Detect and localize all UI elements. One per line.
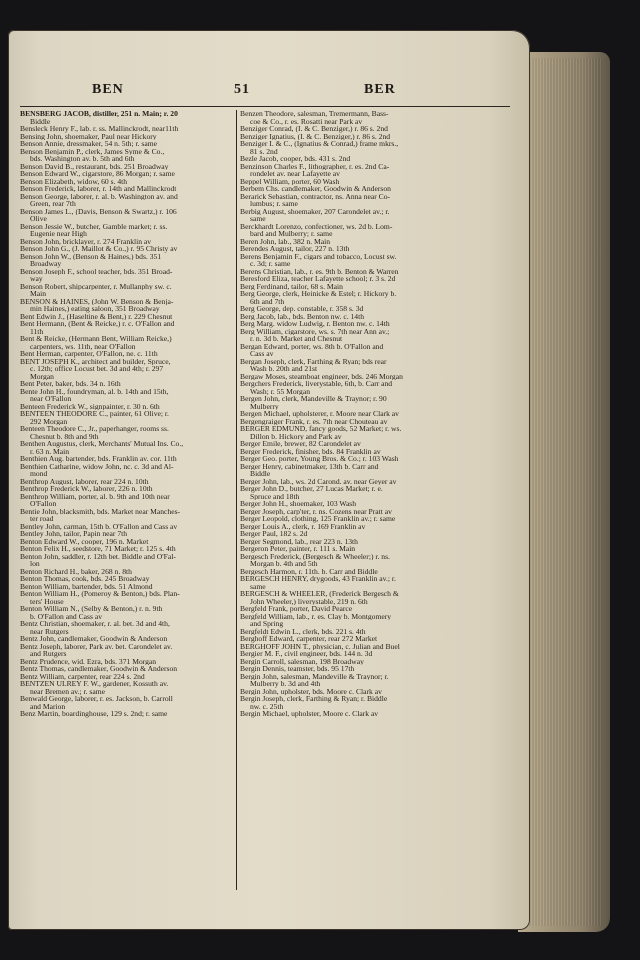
directory-entry: nw. c. 25th [250,702,284,710]
directory-entry: near O'Fallon [30,395,72,403]
directory-entry: mond [30,470,48,478]
directory-entry: ters' House [30,597,64,605]
directory-entry: BENTZEN ULREY F. W., gardener, Kossuth av. [20,680,169,688]
directory-entry: near Rutgers [30,627,69,635]
directory-entry: Berg George, clerk, Heinicke & Estel; r. Hickory b. [240,290,397,298]
directory-entry: Benson John, bricklayer, r. 274 Franklin av [20,237,152,245]
directory-entry: Bergin Dennis, teamster, bds. 95 17th [240,665,355,673]
directory-entry: Bergin Carroll, salesman, 198 Broadway [240,657,364,665]
directory-entry: Benzen Theodore, salesman, Tremermann, Bass- [240,110,389,118]
directory-entry: BENT JOSEPH K., architect and builder, Spruce, [20,357,171,365]
directory-entry: 11th [30,327,44,335]
directory-entry: r. n. 3d b. Market and Chesnut [250,335,343,343]
directory-entry: Bentz Christian, shoemaker, r. al. bet. 3d and 4th, [20,620,170,628]
directory-entry: Berbig August, shoemaker, 207 Carondelet av.; r. [240,207,390,215]
directory-entry: Benthien Catharine, widow John, nc. c. 3d and Al- [20,462,174,470]
directory-entry: Benson John G., (J. Maillot & Co.,) r. 95 Christy av [20,245,178,253]
directory-entry: lumbus; r. same [250,200,298,208]
directory-entry: Bergesch Frederick, (Bergesch & Wheeler;) r. ns. [240,552,390,560]
directory-entry: Benson Elizabeth, widow, 60 s. 4th [20,177,128,185]
directory-entry: BERGESCH HENRY, drygoods, 43 Franklin av.; r. [240,575,396,583]
directory-entry: Bergen John, clerk, Mandeville & Traynor; r. 90 [240,395,387,403]
directory-entry: near Bremen av.; r. same [30,687,105,695]
directory-entry: Benthrop William, porter, al. b. 9th and 10th near [20,492,170,500]
directory-entry: and Rutgers [30,650,67,658]
directory-entry: Benz Martin, boardinghouse, 129 s. 2nd; r. same [20,710,168,718]
directory-entry: BERGER EDMUND, fancy goods, 52 Market; r. ws. [240,425,402,433]
directory-entry: way [30,275,43,283]
directory-entry: Mulberry b. 3d and 4th [250,680,321,688]
directory-entry: Benzinson Charles F., lithographer, r. es. 2nd Ca- [240,162,390,170]
directory-entry: Bezle Jacob, cooper, bds. 431 s. 2nd [240,155,351,163]
directory-entry: Benson David B., restaurant, bds. 251 Broadway [20,162,169,170]
directory-page [8,30,530,930]
directory-entry: Benson Edward W., cigarstore, 86 Morgan; r. same [20,170,175,178]
directory-entry: Bergengraiger Frank, r. es. 7th near Chouteau av [240,417,388,425]
directory-entry: 6th and 7th [250,297,285,305]
directory-entry: Berger Joseph, carp'ter, r. ns. Cozens near Pratt av [240,507,392,515]
directory-entry: Benton John, saddler, r. 12th bet. Biddle and O'Fal- [20,552,176,560]
directory-entry: Berens Christian, lab., r. es. 9th b. Benton & Warren [240,267,399,275]
directory-entry: Bente John H., foundryman, al. b. 14th and 15th, [20,387,169,395]
directory-entry: Benson Frederick, laborer, r. 14th and Mallinckrodt [20,185,177,193]
directory-entry: Berg George, dep. constable, r. 358 s. 3d [240,305,364,313]
directory-entry: 292 Morgan [30,417,68,425]
directory-entry: Mulberry [250,402,279,410]
directory-entry: Bent Herman, carpenter, O'Fallon, ne. c. 11th [20,350,158,358]
directory-entry: Bergchers Frederick, liverystable, 6th, b. Carr and [240,380,393,388]
directory-entry: ter road [30,515,54,523]
directory-entry: Berger John D., butcher, 27 Lucas Market; r. e. [240,485,383,493]
directory-entry: Bentley John, carman, 15th b. O'Fallon and Cass av [20,522,178,530]
directory-entry: Benziger I. & C., (Ignatius & Conrad,) frame mkrs., [240,140,399,148]
directory-entry: Benwald George, laborer, r. es. Jackson, b. Carroll [20,695,173,703]
directory-entry: Bergfeldt Edwin L., clerk, bds. 221 s. 4th [240,627,366,635]
directory-entry: Berg Ferdinand, tailor, 68 s. Main [240,282,343,290]
directory-entry: BERGESCH & WHEELER, (Frederick Bergesch & [240,590,399,598]
left-column [20,110,236,892]
directory-entry: Benziger Conrad, (I. & C. Benziger,) r. 86 s. 2nd [240,125,388,133]
directory-entry: Beppel William, porter, 60 Wash [240,177,340,185]
directory-entry: Benton William H., (Pomeroy & Benton,) bds. Plan- [20,590,180,598]
directory-entry: b. O'Fallon and Cass av [30,612,103,620]
directory-entry: Benton William, bartender, bds. 51 Almond [20,582,153,590]
directory-entry: same [250,582,266,590]
directory-entry: Berger John H., shoemaker, 103 Wash [240,500,357,508]
directory-entry: Berg William, cigarstore, ws. s. 7th near Ann av.; [240,327,390,335]
directory-entry: Bergin Joseph, clerk, Farthing & Ryan; r. Biddle [240,695,388,703]
directory-entry: Berarick Sebastian, contractor, ns. Anna near Co- [240,192,391,200]
directory-entry: Benthrop Frederick W., laborer, 226 n. 10th [20,485,153,493]
directory-entry: Berger Emile, brewer, 82 Carondelet av [240,440,361,448]
directory-entry: Berger John, lab., ws. 2d Carond. av. near Geyer av [240,477,397,485]
directory-entry: rondelet av. near Lafayette av [250,170,340,178]
directory-entry: Benteen Theodore C., Jr., paperhanger, rooms ss. [20,425,169,433]
directory-entry: Beren John, lab., 382 n. Main [240,237,331,245]
directory-entry: Olive [30,215,47,223]
directory-entry: carpenters, ws. 11th, near O'Fallon [30,342,136,350]
directory-entry: Bent Hermann, (Bent & Reicke,) r. c. O'Fallon and [20,320,175,328]
directory-entry: Main [30,290,47,298]
directory-entry: Berger Leopold, clothing, 125 Franklin av.; r. same [240,515,396,523]
directory-entry: c. 3d; r. same [250,260,291,268]
directory-entry: John Wheeler,) liverystable, 219 n. 6th [250,597,368,605]
directory-entry: coe & Co., r. es. Rosatti near Park av [250,117,363,125]
directory-entry: Biddle [30,117,51,125]
directory-entry: Benson Jessie W., butcher, Gamble market; r. ss. [20,222,168,230]
directory-entry: bard and Mulberry; r. same [250,230,333,238]
directory-entry: lon [30,560,40,568]
column-divider [236,110,237,890]
directory-entry: Beresford Eliza, teacher Lafayette school; r. 3 s. 2d [240,275,396,283]
book-page-edges [518,52,610,932]
directory-entry: Bensleck Henry F., lab. r. ss. Mallinckrodt, near11th [20,125,179,133]
directory-entry: Morgan [30,372,54,380]
directory-entry: Berger Segmond, lab., rear 223 n. 13th [240,537,358,545]
directory-entry: Benton Richard H., baker, 268 n. 8th [20,567,132,575]
directory-entry: Berens Benjamin F., cigars and tobacco, Locust sw. [240,252,397,260]
directory-entry: Bergeron Peter, painter, r. 111 s. Main [240,545,356,553]
directory-entry: Dillon b. Hickory and Park av [250,432,342,440]
directory-entry: Bentz Joseph, laborer, Park av. bet. Carondelet av. [20,642,173,650]
directory-entry: BENTEEN THEODORE C., painter, 61 Olive; r. [20,410,169,418]
directory-entry: Berg Jacob, lab., bds. Benton nw. c. 14th [240,312,365,320]
directory-entry: 81 s. 2nd [250,147,278,155]
directory-entry: Benton Edward W., cooper, 196 n. Market [20,537,149,545]
directory-entry: c. 12th; office Locust bet. 3d and 4th; r. 297 [30,365,164,373]
running-header [8,82,530,106]
directory-entry: Berckhardt Lorenzo, confectioner, ws. 2d b. Lom- [240,222,393,230]
directory-entry: Benthrop August, laborer, rear 224 n. 10th [20,477,149,485]
directory-entry: Bent Peter, baker, bds. 34 n. 16th [20,380,121,388]
header-right-guideword: BER [364,82,396,97]
directory-entry: Eugenie near High [30,230,87,238]
directory-entry: Benton Thomas, cook, bds. 245 Broadway [20,575,150,583]
directory-entry: Bent Edwin J., (Haseltine & Bent,) r. 229 Chesnut [20,312,173,320]
directory-entry: O'Fallon [30,500,57,508]
directory-entry: Berger Louis A., clerk, r. 169 Franklin av [240,522,366,530]
directory-entry: Bergesch Harmon, r. 11th. b. Carr and Biddle [240,567,378,575]
directory-entry: and Spring [250,620,284,628]
directory-entry: Bergen Michael, upholsterer, r. Moore near Clark av [240,410,399,418]
directory-entry: Benteen Frederick W., signpainter, r. 30 n. 6th [20,402,160,410]
directory-entry: Biddle [250,470,271,478]
directory-entry: BERGHOFF JOHN T., physician, c. Julian and Buel [240,642,400,650]
directory-entry: Benson John W., (Benson & Haines,) bds. 351 [20,252,162,260]
directory-entry: Spruce and 18th [250,492,300,500]
directory-entry: Bergin John, salesman, Mandeville & Traynor; r. [240,672,389,680]
directory-entry: bds. Washington av. b. 5th and 6th [30,155,135,163]
directory-entry: Chesnut b. 8th and 9th [30,432,99,440]
directory-entry: min Haines,) eating saloon, 351 Broadway [30,305,160,313]
directory-entry: Bensing John, shoemaker, Paul near Hickory [20,132,157,140]
directory-entry: BENSON & HAINES, (John W. Benson & Benja- [20,297,174,305]
directory-entry: Morgan b. 4th and 5th [250,560,318,568]
directory-entry: Benziger Ignatius, (I. & C. Benziger,) r. 86 s. 2nd [240,132,391,140]
directory-entry: Green, rear 7th [30,200,76,208]
directory-entry: Bentley John, tailor, Papin near 7th [20,530,128,538]
page-number: 51 [234,82,250,97]
right-column [240,110,456,892]
directory-entry: Benton William N., (Selby & Benton,) r. n. 9th [20,605,163,613]
directory-entry: Benton Felix H., seedstore, 71 Market; r. 125 s. 4th [20,545,176,553]
directory-entry: Berger Geo. porter, Young Bros. & Co.; r. 103 Wash [240,455,399,463]
directory-entry: Benson Annie, dressmaker, 54 n. 5th; r. same [20,140,157,148]
directory-entry: Benson Benjamin P., clerk, James Syme & Co., [20,147,165,155]
directory-entry: Bentz William, carpenter, rear 224 s. 2nd [20,672,145,680]
directory-entry: Berghoff Edward, carpenter, rear 272 Market [240,635,378,643]
directory-entry: Bentz John, candlemaker, Goodwin & Anderson [20,635,168,643]
directory-entry: Bentz Prudence, wid. Ezra, bds. 371 Morgan [20,657,157,665]
directory-entry: Bergaw Moses, steamboat engineer, bds. 246 Morgan [240,372,403,380]
directory-entry: Bergan Edward, porter, ws. 8th b. O'Fallon and [240,342,384,350]
directory-entry: Bent & Reicke, (Hermann Bent, William Reicke,) [20,335,172,343]
directory-entry: same [250,215,266,223]
directory-entry: Berg Marg. widow Ludwig, r. Benton nw. c. 14th [240,320,390,328]
directory-entry: Benson Robert, shipcarpenter, r. Mullanphy sw. c. [20,282,172,290]
directory-entry: Berger Henry, cabinetmaker, 13th b. Carr and [240,462,379,470]
directory-entry: Berbem Chs. candlemaker, Goodwin & Anderson [240,185,391,193]
header-left-guideword: BEN [92,82,124,97]
directory-entry: Broadway [30,260,62,268]
directory-entry: Benthien Aug. bartender, bds. Franklin av. cor. 11th [20,455,177,463]
directory-entry: Bergin John, upholster, bds. Moore c. Clark av [240,687,382,695]
directory-entry: Benson George, laborer, r. al. b. Washington av. and [20,192,178,200]
directory-entry: BENSBERG JACOB, distiller, 251 n. Main; r. 20 [20,110,178,118]
directory-entry: Wash; r. 55 Morgan [250,387,310,395]
directory-entry: and Marion [30,702,66,710]
directory-entry: Cass av [250,350,274,358]
directory-entry: Benson Joseph F., school teacher, bds. 351 Broad- [20,267,173,275]
directory-entry: Berger Frederick, finisher, bds. 84 Franklin av [240,447,381,455]
directory-entry: Bentz Thomas, candlemaker, Goodwin & Anderson [20,665,178,673]
directory-entry: Benthen Augustus, clerk, Merchants' Mutual Ins. Co., [20,440,184,448]
directory-entry: Wash b. 20th and 21st [250,365,318,373]
header-rule [20,106,510,107]
directory-entry: Bergin Michael, upholster, Moore c. Clark av [240,710,379,718]
directory-entry: Bergfeld Frank, porter, David Pearce [240,605,353,613]
directory-entry: Bentie John, blacksmith, bds. Market near Manches- [20,507,181,515]
directory-entry: Bergan Joseph, clerk, Farthing & Ryan; bds rear [240,357,387,365]
directory-entry: Bergier M. F., civil engineer, bds. 144 n. 3d [240,650,373,658]
directory-entry: r. 63 n. Main [30,447,70,455]
directory-entry: Bergfeld William, lab., r. es. Clay b. Montgomery [240,612,392,620]
directory-entry: Berger Paul, 182 s. 2d [240,530,308,538]
directory-entry: Berendes August, tailor, 227 n. 13th [240,245,350,253]
directory-entry: Benson James L., (Davis, Benson & Swartz,) r. 106 [20,207,177,215]
